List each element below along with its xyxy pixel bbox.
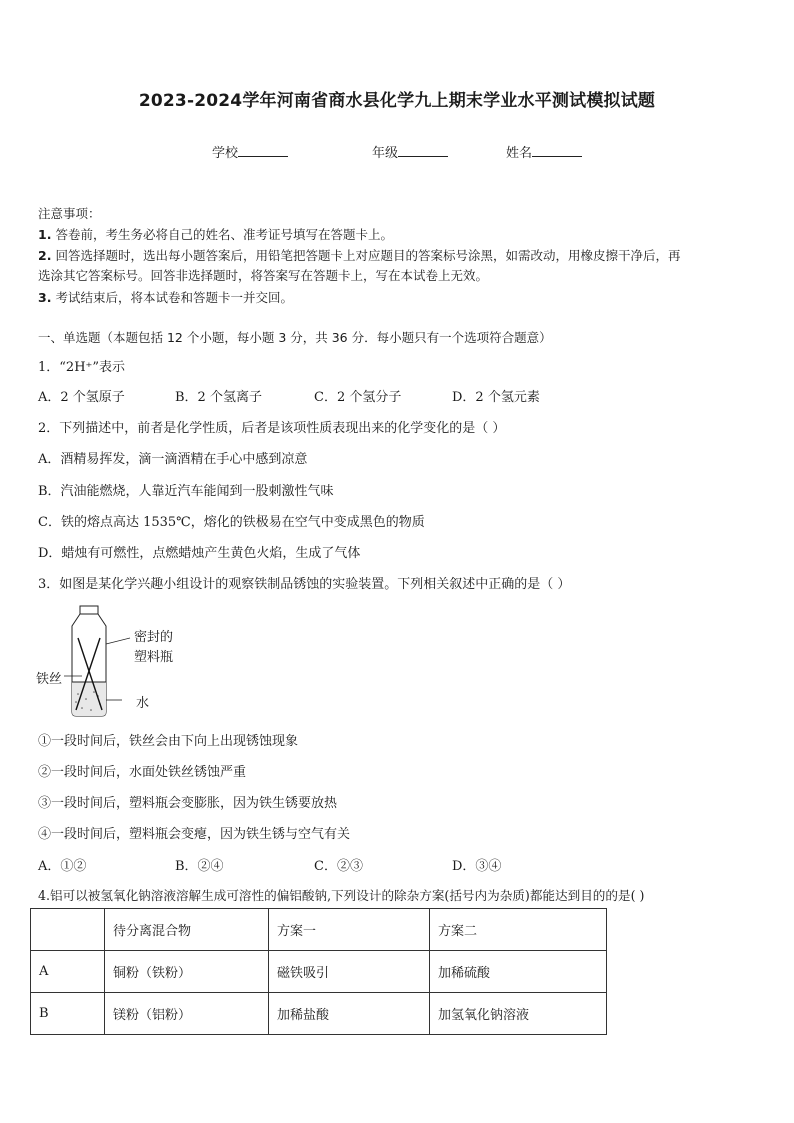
q1-option-a: A．2 个氢原子 (38, 390, 125, 405)
notice-item-3 (38, 288, 293, 306)
q2-option-c: C．铁的熔点高达 1535℃，熔化的铁极易在空气中变成黑色的物质 (38, 515, 425, 530)
q2-option-d: D．蜡烛有可燃性，点燃蜡烛产生黄色火焰，生成了气体 (38, 546, 361, 561)
notice-num: 3. (38, 290, 52, 305)
grade-field (372, 142, 448, 161)
q4-stem: 4.铝可以被氢氧化钠溶液溶解生成可溶性的偏铝酸钠,下列设计的除杂方案(括号内为杂质)都能达到目的的是( ) (38, 888, 645, 903)
table-row (31, 951, 607, 993)
table-cell: B (31, 993, 105, 1035)
table-cell: 加稀硫酸 (430, 951, 607, 993)
school-blank (238, 144, 288, 157)
q3-stem: 3．如图是某化学兴趣小组设计的观察铁制品锈蚀的实验装置。下列相关叙述中正确的是（ ） (38, 577, 571, 592)
table-cell: 磁铁吸引 (269, 951, 430, 993)
notice-num: 2. (38, 248, 52, 263)
label-sealed: 密封的 (134, 630, 174, 645)
q2-option-b: B．汽油能燃烧，人靠近汽车能闻到一股刺激性气味 (38, 484, 334, 499)
notice-item-1 (38, 225, 393, 243)
table-header-cell: 待分离混合物 (105, 909, 269, 951)
notice-item-2-cont: 选涂其它答案标号。回答非选择题时，将答案写在答题卡上，写在本试卷上无效。 (38, 268, 489, 283)
table-header-cell: 方案二 (430, 909, 607, 951)
table-header-cell (31, 909, 105, 951)
label-plastic-bottle: 塑料瓶 (134, 650, 174, 665)
section-heading: 一、单选题（本题包括 12 个小题，每小题 3 分，共 36 分．每小题只有一个选项符合题意） (38, 330, 552, 345)
label-iron-wire: 铁丝 (36, 672, 63, 687)
exam-title: 2023-2024学年河南省商水县化学九上期末学业水平测试模拟试题 (138, 91, 656, 111)
q3-statement-1: ①一段时间后，铁丝会由下向上出现锈蚀现象 (38, 734, 299, 749)
q1-option-c: C．2 个氢分子 (314, 390, 402, 405)
label-water: 水 (136, 696, 150, 711)
q3-option-c: C．②③ (314, 859, 363, 874)
q2-option-a: A．酒精易挥发，滴一滴酒精在手心中感到凉意 (38, 452, 308, 467)
q3-option-b: B．②④ (175, 859, 224, 874)
notice-item-2 (38, 246, 680, 264)
grade-blank (398, 144, 448, 157)
q1-option-b: B．2 个氢离子 (175, 390, 262, 405)
table-header-row (31, 909, 607, 951)
notice-heading: 注意事项： (38, 206, 101, 221)
q3-option-a: A．①② (38, 859, 87, 874)
rust-experiment-diagram (34, 604, 194, 720)
notice-num: 1. (38, 227, 52, 242)
notice-text: 回答选择题时，选出每小题答案后，用铅笔把答题卡上对应题目的答案标号涂黑，如需改动，用橡皮擦干净后，再 (55, 248, 681, 263)
q3-statement-2: ②一段时间后，水面处铁丝锈蚀严重 (38, 765, 247, 780)
q3-statement-4: ④一段时间后，塑料瓶会变瘪，因为铁生锈与空气有关 (38, 827, 351, 842)
q2-stem: 2．下列描述中，前者是化学性质，后者是该项性质表现出来的化学变化的是（ ） (38, 421, 506, 436)
table-cell: 加稀盐酸 (269, 993, 430, 1035)
q4-table (30, 908, 607, 1035)
name-field (506, 142, 582, 161)
water-fill (72, 682, 106, 716)
q1-stem: 1．“2H⁺”表示 (38, 360, 126, 375)
name-blank (532, 144, 582, 157)
q1-option-d: D．2 个氢元素 (452, 390, 540, 405)
table-row (31, 993, 607, 1035)
school-field (212, 142, 288, 161)
table-cell: 镁粉（铝粉） (105, 993, 269, 1035)
table-cell: 铜粉（铁粉） (105, 951, 269, 993)
name-label: 姓名 (506, 146, 533, 161)
bottle-cap (80, 606, 98, 614)
school-label: 学校 (212, 146, 239, 161)
table-cell: 加氢氧化钠溶液 (430, 993, 607, 1035)
grade-label: 年级 (372, 146, 399, 161)
notice-text: 考试结束后，将本试卷和答题卡一并交回。 (55, 290, 293, 305)
q3-option-d: D．③④ (452, 859, 502, 874)
table-header-cell: 方案一 (269, 909, 430, 951)
notice-text: 答卷前，考生务必将自己的姓名、准考证号填写在答题卡上。 (55, 227, 393, 242)
table-cell: A (31, 951, 105, 993)
bottle-leader (106, 638, 130, 644)
q3-statement-3: ③一段时间后，塑料瓶会变膨胀，因为铁生锈要放热 (38, 796, 338, 811)
